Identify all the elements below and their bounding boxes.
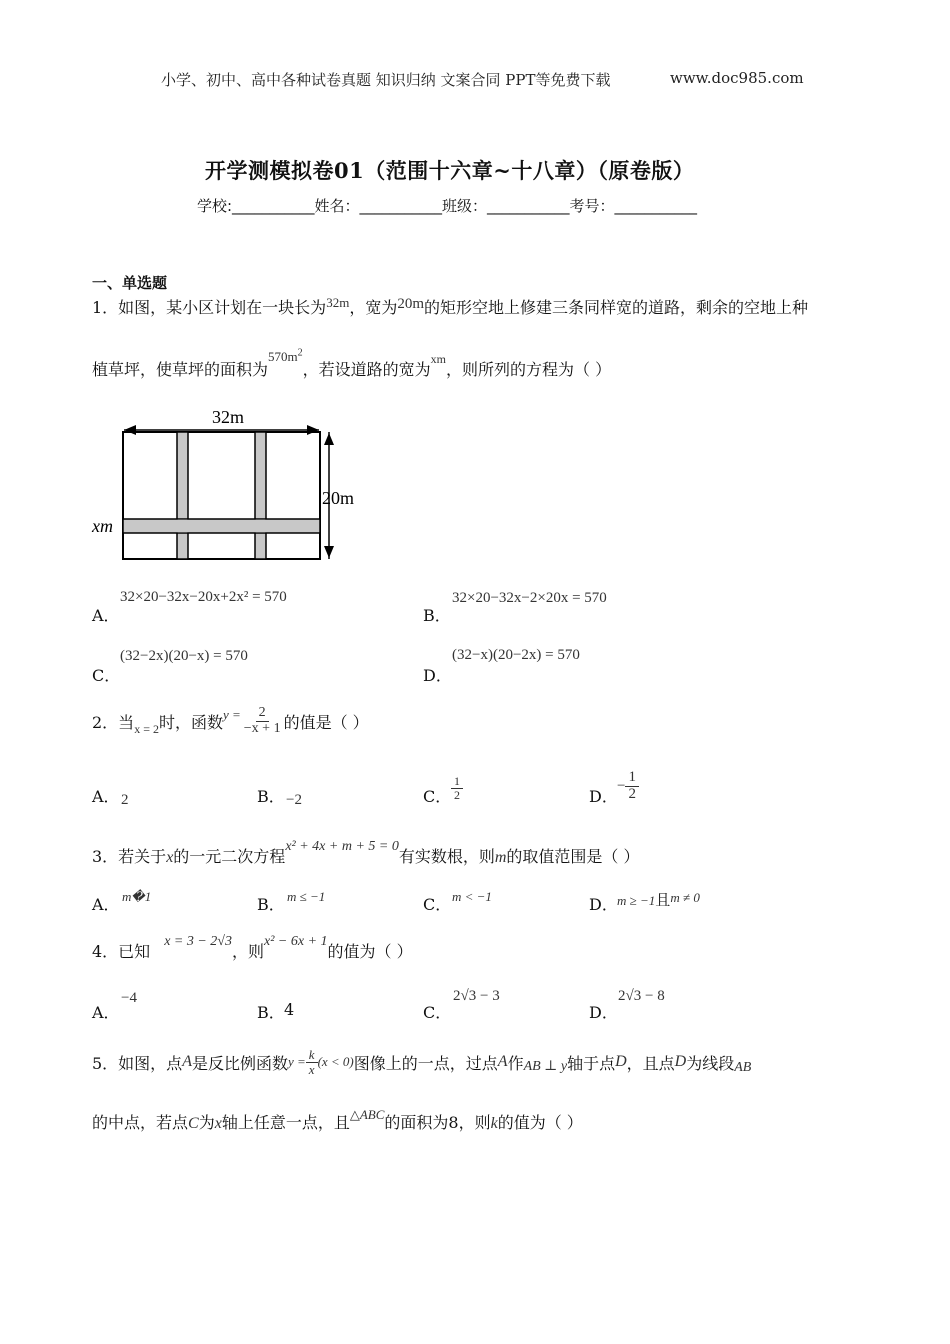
q3-x: x <box>166 849 174 866</box>
q1-option-a[interactable]: 32×20−32x−20x+2x² = 570 <box>120 589 287 605</box>
q1-area-value: 570m <box>268 349 298 364</box>
q5-fraction <box>306 1048 318 1076</box>
q3-d-and: 且 <box>655 891 671 909</box>
q3-m: m <box>494 849 507 866</box>
student-info-line: 学校:___________姓名：___________班级：___________考号：___________ <box>197 197 698 215</box>
q3-text-d: 的取值范围是（ ） <box>506 847 640 866</box>
q1-option-d[interactable]: (32−x)(20−2x) = 570 <box>452 647 580 663</box>
q1-road-horizontal <box>123 519 320 533</box>
q5-text-b: 是反比例函数 <box>191 1053 288 1073</box>
question-2 <box>92 706 369 736</box>
q1-text-e: ，若设道路的宽为 <box>302 360 431 379</box>
q5-text-h: 的中点，若点 <box>92 1113 189 1132</box>
section-title: 一、单选题 <box>92 274 168 292</box>
q2-option-a[interactable]: 2 <box>121 792 129 808</box>
q1-arrow-down <box>324 546 334 558</box>
q2-text-b: 时，函数 <box>158 712 223 732</box>
q1-text-d: 植草坪，使草坪的面积为 <box>92 360 269 379</box>
q1-text-c: 的矩形空地上修建三条同样宽的道路，剩余的空地上种 <box>424 298 809 317</box>
q2-c-den: 2 <box>454 787 460 802</box>
q5-point-c: C <box>188 1115 199 1132</box>
q5-numerator: k <box>306 1048 318 1063</box>
q2-text-a: 2．当 <box>92 712 135 732</box>
q2-fraction <box>241 706 284 736</box>
q2-d-num: 1 <box>625 770 639 787</box>
q3-option-a[interactable]: m�1 <box>122 889 152 904</box>
q4-option-b[interactable]: 4 <box>284 1000 295 1019</box>
q2-y-eq: y = <box>222 707 241 723</box>
q3-d-part1: m ≥ −1 <box>617 893 656 908</box>
q1-outer-rect <box>123 432 320 559</box>
q5-point-d: D <box>615 1053 627 1071</box>
q2-text-c: 的值是（ ） <box>283 712 369 732</box>
q2-d-den: 2 <box>628 785 636 802</box>
q1-option-c[interactable]: (32−2x)(20−x) = 570 <box>120 648 248 664</box>
q2-option-b-label[interactable]: B． <box>257 787 285 806</box>
q2-option-d[interactable] <box>617 770 639 803</box>
q5-point-d2: D <box>674 1053 687 1071</box>
q1-text-b: ，宽为 <box>349 298 398 317</box>
question-5-line-2 <box>92 1107 583 1133</box>
q1-text-a: 1．如图，某小区计划在一块长为 <box>92 298 327 317</box>
q1-length: 32m <box>326 295 350 310</box>
header-text: 小学、初中、高中各种试卷真题 知识归纳 文案合同 PPT等免费下载 <box>161 71 611 89</box>
q2-option-d-fraction <box>625 770 639 803</box>
q4-text-b: ，则 <box>231 942 264 961</box>
q4-option-d-label[interactable]: D． <box>589 1003 618 1022</box>
q3-option-c-label[interactable]: C． <box>423 895 452 914</box>
q3-d-part2: m ≠ 0 <box>670 890 700 905</box>
question-1-line-2 <box>92 347 612 380</box>
q4-option-d[interactable]: 2√3 − 8 <box>618 988 665 1004</box>
q5-text-k: 的面积为8，则 <box>384 1113 491 1132</box>
q5-y-eq: y = <box>287 1054 306 1070</box>
q1-area <box>268 349 303 364</box>
q3-text-c: 有实数根，则 <box>398 847 495 866</box>
q3-text-a: 3．若关于 <box>92 847 167 866</box>
q1-arrow-up <box>324 433 334 445</box>
q5-k: k <box>490 1115 498 1132</box>
q4-given: x = 3 − 2√3 <box>164 934 232 949</box>
header-banner <box>161 69 611 90</box>
q1-text-f: ，则所列的方程为（ ） <box>446 360 612 379</box>
q4-option-c[interactable]: 2√3 − 3 <box>453 988 500 1004</box>
q1-figure <box>90 405 380 570</box>
q3-equation: x² + 4x + m + 5 = 0 <box>285 839 399 854</box>
q5-text-j: 轴上任意一点，且 <box>221 1113 350 1132</box>
q4-option-c-label[interactable]: C． <box>423 1003 452 1022</box>
q1-figure-right-label: 20m <box>322 488 355 508</box>
q5-segment-ab: AB <box>734 1060 752 1076</box>
question-3 <box>92 839 640 867</box>
q4-option-a-label[interactable]: A． <box>92 1003 120 1022</box>
q3-option-c[interactable]: m < −1 <box>452 889 492 904</box>
q1-option-d-label[interactable]: D． <box>423 666 452 685</box>
q5-denominator: x <box>308 1061 315 1077</box>
page-title: 开学测模拟卷01（范围十六章~十八章）（原卷版） <box>205 158 695 183</box>
q3-option-a-label[interactable]: A． <box>92 895 120 914</box>
q2-condition: x = 2 <box>134 721 159 736</box>
q1-road-vertical-2 <box>255 432 266 559</box>
q3-option-b-label[interactable]: B． <box>257 895 285 914</box>
q1-road-vertical-1 <box>177 432 188 559</box>
q5-text-c: 图像上的一点，过点 <box>353 1053 498 1073</box>
q3-text-b: 的一元二次方程 <box>173 847 286 866</box>
question-4 <box>92 934 413 962</box>
q5-text-i: 为 <box>198 1113 215 1132</box>
q2-numerator: 2 <box>256 706 269 722</box>
question-1-line-1 <box>92 295 808 318</box>
q5-text-f: ，且点 <box>626 1053 675 1073</box>
q5-point-a2: A <box>497 1053 508 1071</box>
q3-option-d[interactable] <box>617 889 700 910</box>
q2-option-c-fraction <box>451 775 463 801</box>
q5-condition: (x < 0) <box>317 1054 354 1070</box>
q3-option-d-label[interactable]: D． <box>589 895 618 914</box>
q1-width: 20m <box>397 296 424 312</box>
q1-option-b-label[interactable]: B． <box>423 606 451 625</box>
q1-figure-top-label: 32m <box>212 407 245 427</box>
q1-area-exponent: 2 <box>297 347 303 359</box>
q5-text-a: 5．如图，点 <box>92 1053 183 1073</box>
q1-option-c-label[interactable]: C． <box>92 666 121 685</box>
q4-option-b-label[interactable]: B． <box>257 1003 285 1022</box>
q1-option-b[interactable]: 32×20−32x−2×20x = 570 <box>452 590 607 606</box>
q1-road-cross-1 <box>178 520 188 533</box>
q4-text-c: 的值为（ ） <box>327 942 413 961</box>
q5-point-a: A <box>182 1053 192 1071</box>
q1-figure-left-label: xm <box>92 516 113 536</box>
q4-expression: x² − 6x + 1 <box>264 934 328 949</box>
question-5-line-1 <box>92 1048 751 1076</box>
q2-option-b[interactable]: −2 <box>286 792 302 808</box>
q4-option-a[interactable]: −4 <box>121 990 137 1006</box>
q5-text-l: 的值为（ ） <box>497 1113 583 1132</box>
q2-option-c-label[interactable]: C． <box>423 787 452 806</box>
q5-text-g: 为线段 <box>686 1053 735 1073</box>
q2-option-a-label[interactable]: A． <box>92 787 120 806</box>
q5-x: x <box>214 1115 222 1132</box>
q2-option-d-label[interactable]: D． <box>589 787 618 806</box>
q5-perp: AB ⊥ y <box>523 1058 568 1074</box>
q5-text-e: 轴于点 <box>567 1053 616 1073</box>
q2-denominator: −x + 1 <box>243 720 281 736</box>
q2-c-num: 1 <box>451 775 463 789</box>
q5-triangle: △ABC <box>349 1107 385 1122</box>
q1-xm: xm <box>430 352 446 366</box>
q2-option-c[interactable] <box>451 775 463 801</box>
q1-road-cross-2 <box>256 520 266 533</box>
q5-text-d: 作 <box>507 1053 524 1073</box>
q3-option-b[interactable]: m ≤ −1 <box>287 889 326 904</box>
q2-d-sign: − <box>617 777 626 794</box>
header-site-link[interactable]: www.doc985.com <box>670 69 804 87</box>
q1-option-a-label[interactable]: A． <box>92 606 120 625</box>
q4-text-a: 4．已知 <box>92 942 151 961</box>
